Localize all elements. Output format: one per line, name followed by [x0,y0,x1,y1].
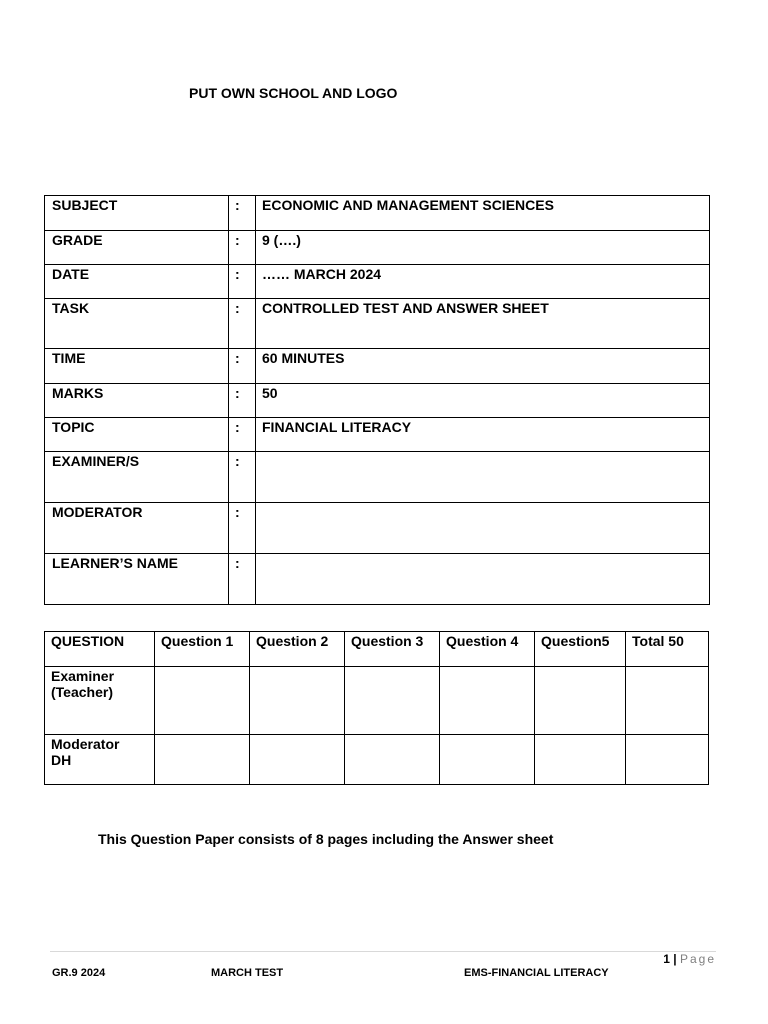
info-row-time [45,349,710,384]
info-separator: : [229,299,256,349]
info-value: FINANCIAL LITERACY [256,418,710,452]
info-separator: : [229,349,256,384]
mark-cell[interactable] [440,735,535,785]
total-cell[interactable] [626,735,709,785]
footer-subject: EMS-FINANCIAL LITERACY [464,967,609,979]
info-row-subject [45,196,710,231]
test-info-table [44,195,710,605]
page-count-note: This Question Paper consists of 8 pages including the Answer sheet [98,831,554,847]
info-separator: : [229,452,256,503]
mark-cell[interactable] [345,735,440,785]
mark-cell[interactable] [155,667,250,735]
row-label-line: Examiner [51,668,115,684]
row-label-line: Moderator [51,736,120,752]
info-value: …… MARCH 2024 [256,265,710,299]
marks-table [44,631,709,785]
info-separator: : [229,418,256,452]
marks-header-row [45,632,709,667]
mark-cell[interactable] [440,667,535,735]
info-separator: : [229,196,256,231]
footer-divider [50,951,716,952]
info-separator: : [229,554,256,605]
info-label: LEARNER’S NAME [45,554,229,605]
page-number-separator: | [673,952,677,966]
column-header: Question5 [535,632,626,667]
column-header: Question 3 [345,632,440,667]
footer-grade: GR.9 2024 [52,967,106,979]
total-cell[interactable] [626,667,709,735]
info-row-examiner [45,452,710,503]
info-separator: : [229,384,256,418]
info-row-marks [45,384,710,418]
info-row-topic [45,418,710,452]
row-label [45,735,155,785]
info-value: CONTROLLED TEST AND ANSWER SHEET [256,299,710,349]
page-number [663,952,716,966]
column-header: QUESTION [45,632,155,667]
info-value: ECONOMIC AND MANAGEMENT SCIENCES [256,196,710,231]
info-label: TOPIC [45,418,229,452]
column-header: Question 1 [155,632,250,667]
info-separator: : [229,265,256,299]
moderator-field[interactable] [256,503,710,554]
info-label: TIME [45,349,229,384]
info-label: SUBJECT [45,196,229,231]
mark-cell[interactable] [250,735,345,785]
examiner-field[interactable] [256,452,710,503]
info-label: MODERATOR [45,503,229,554]
row-label-line: DH [51,752,72,768]
info-separator: : [229,231,256,265]
row-label [45,667,155,735]
column-header: Total 50 [626,632,709,667]
mark-cell[interactable] [345,667,440,735]
row-label-line: (Teacher) [51,684,113,700]
info-label: TASK [45,299,229,349]
footer-test: MARCH TEST [211,967,284,979]
info-label: GRADE [45,231,229,265]
info-separator: : [229,503,256,554]
mark-cell[interactable] [250,667,345,735]
info-value: 9 (….) [256,231,710,265]
info-row-date [45,265,710,299]
info-row-task [45,299,710,349]
mark-cell[interactable] [535,667,626,735]
info-row-learner-name [45,554,710,605]
info-row-grade [45,231,710,265]
column-header: Question 4 [440,632,535,667]
marks-row-examiner [45,667,709,735]
info-value: 60 MINUTES [256,349,710,384]
school-logo-placeholder: PUT OWN SCHOOL AND LOGO [189,85,398,101]
info-label: EXAMINER/S [45,452,229,503]
info-row-moderator [45,503,710,554]
mark-cell[interactable] [155,735,250,785]
page-number-word: Page [679,952,716,966]
info-value: 50 [256,384,710,418]
mark-cell[interactable] [535,735,626,785]
marks-row-moderator [45,735,709,785]
page-number-value: 1 [663,952,670,966]
learner-name-field[interactable] [256,554,710,605]
info-label: DATE [45,265,229,299]
info-label: MARKS [45,384,229,418]
column-header: Question 2 [250,632,345,667]
